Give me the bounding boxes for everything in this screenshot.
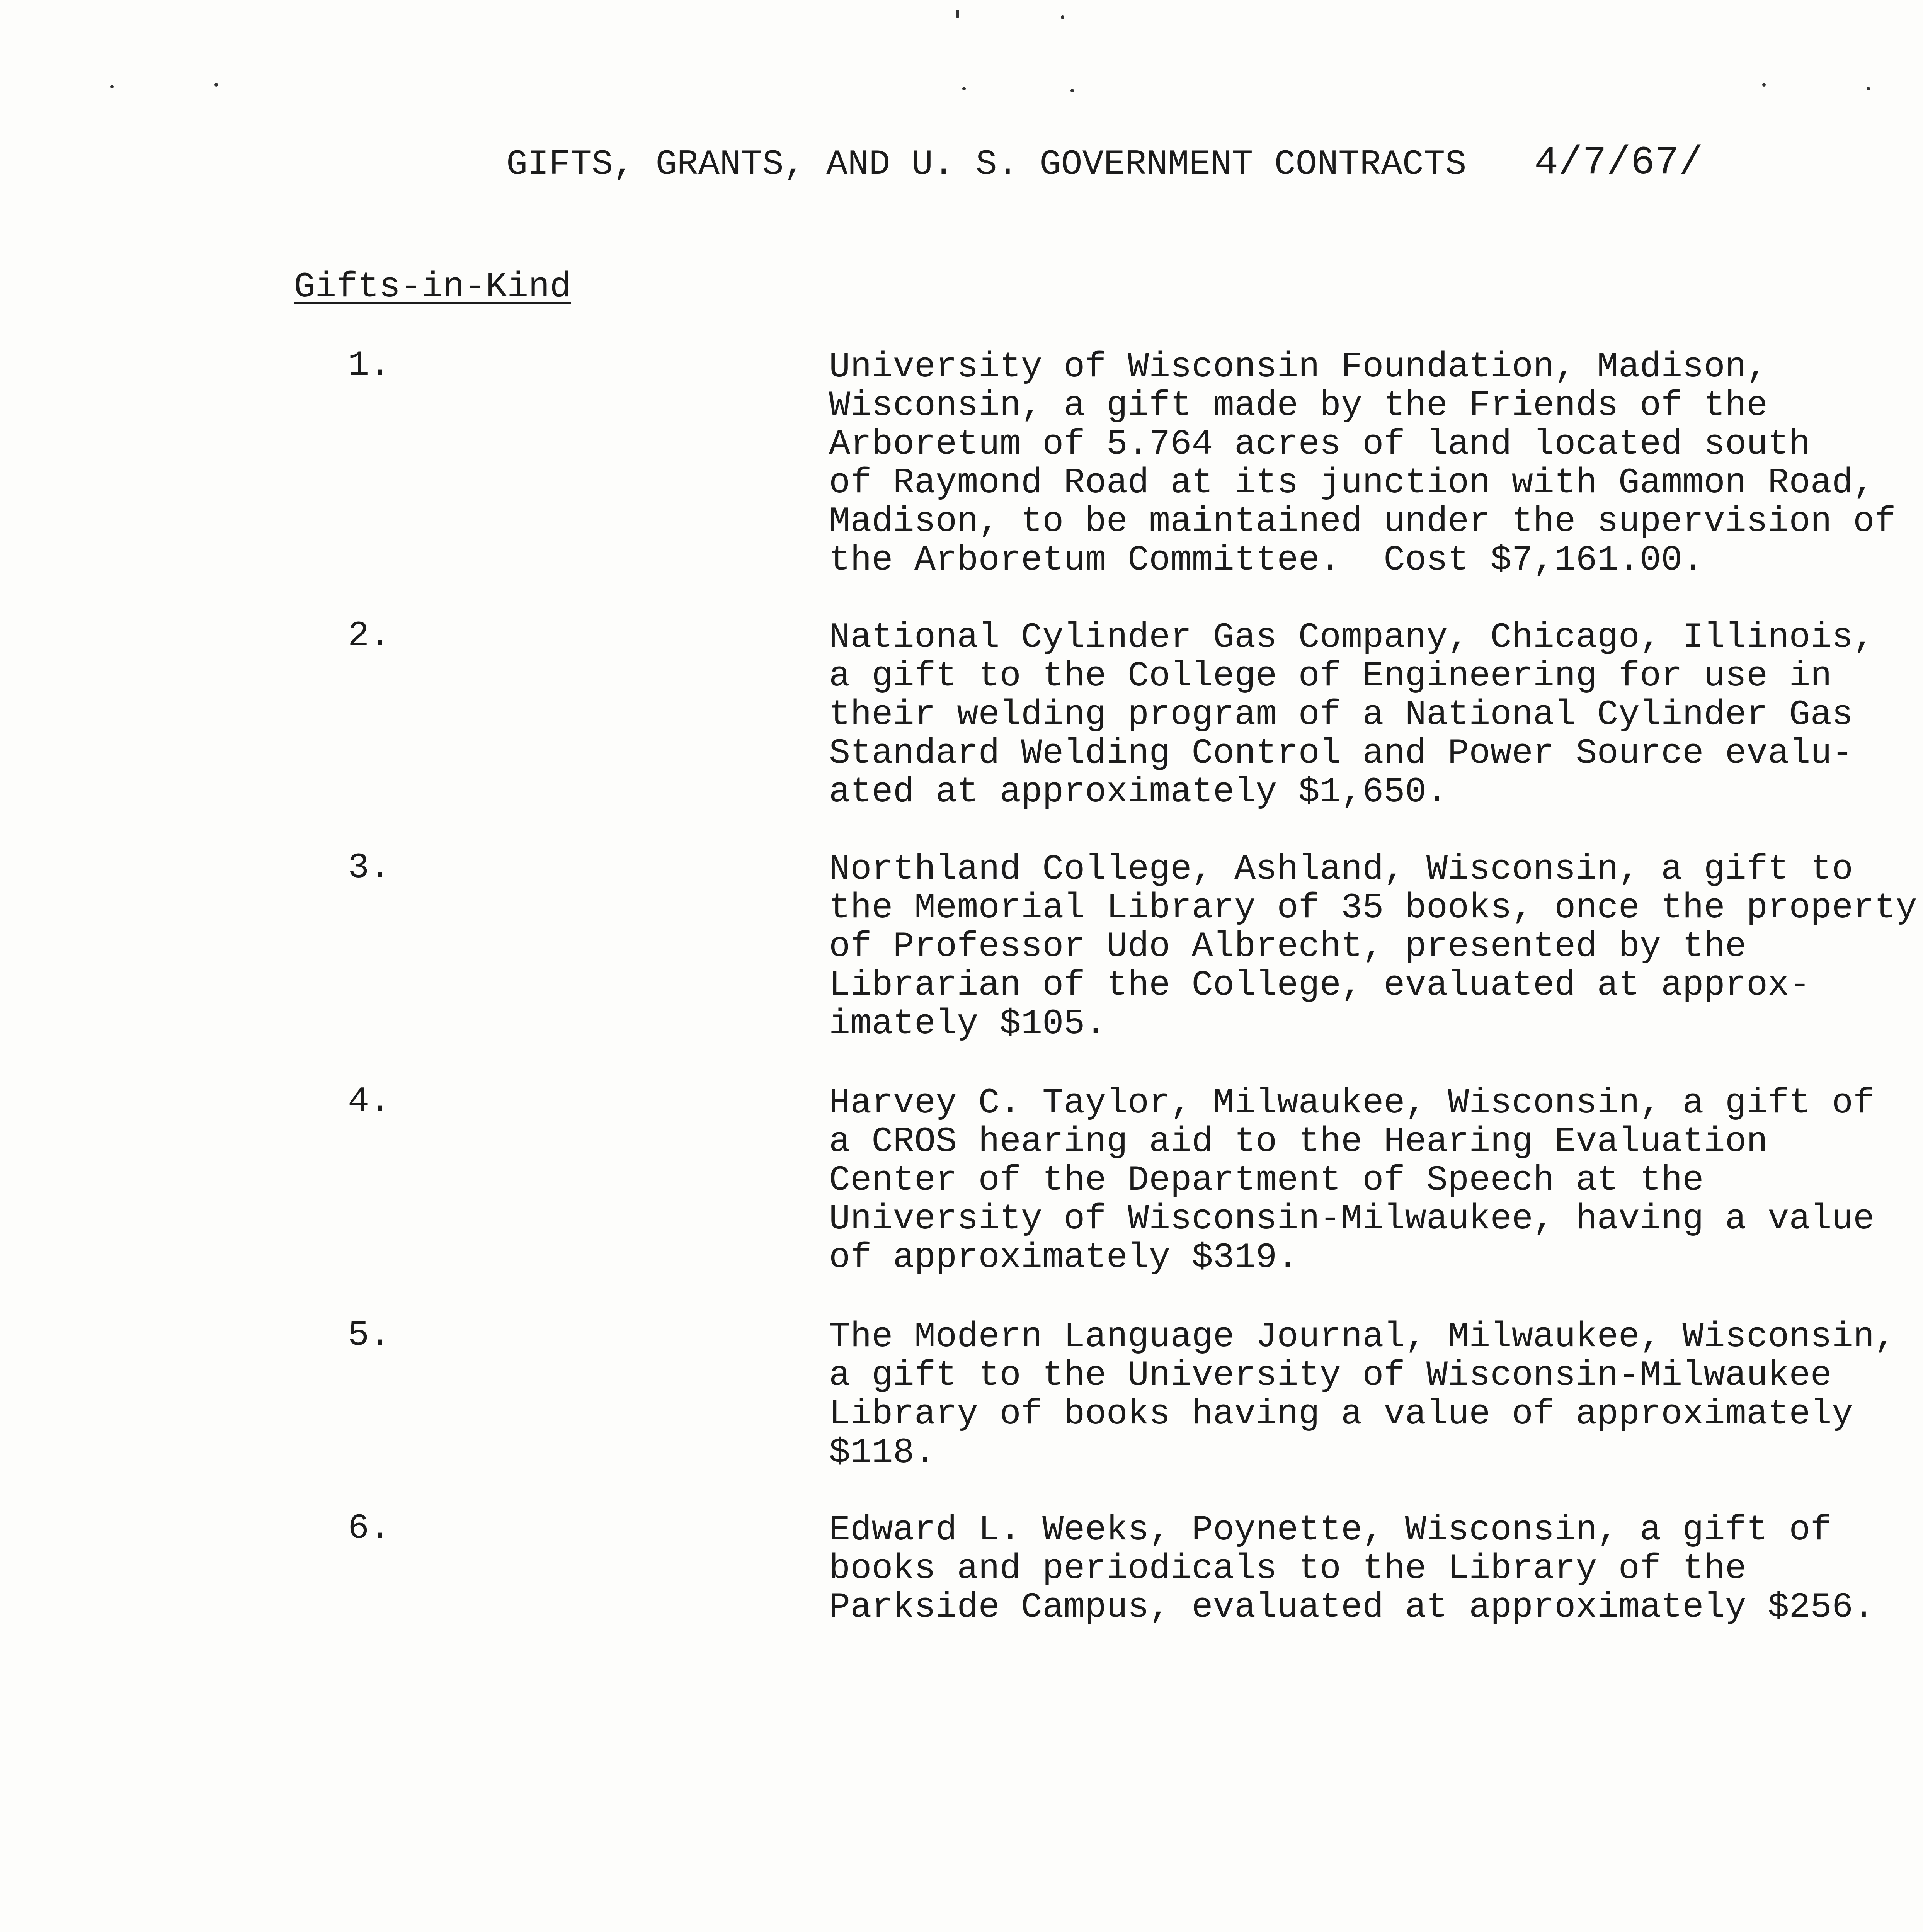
item-number: 2. [348,616,391,656]
scan-speck [1070,89,1074,92]
item-number: 6. [348,1508,391,1549]
item-description: The Modern Language Journal, Milwaukee, Wisconsin, a gift to the University of Wisconsin-Milwaukee Library of books having a value of approximately $118. [829,1316,1896,1473]
item-number: 4. [348,1081,391,1122]
item-description: National Cylinder Gas Company, Chicago, Illinois, a gift to the College of Engineering for use in their welding program of a National Cylinder Gas Standard Welding Control and Power Source evalu- ated at approximately $1,650. [829,617,1875,812]
document-date: 4/7/67/ [1534,140,1703,186]
scan-speck [214,83,218,87]
item-number: 1. [348,345,391,386]
document-title: GIFTS, GRANTS, AND U. S. GOVERNMENT CONTRACTS [506,144,1467,185]
scan-speck [962,87,966,90]
scan-speck [956,10,959,18]
scan-speck [1762,83,1766,87]
item-description: Edward L. Weeks, Poynette, Wisconsin, a gift of books and periodicals to the Library of the Parkside Campus, evaluated at approximately $256. [829,1510,1875,1628]
item-number: 5. [348,1315,391,1355]
item-description: Harvey C. Taylor, Milwaukee, Wisconsin, a gift of a CROS hearing aid to the Hearing Evaluation Center of the Department of Speech at the University of Wisconsin-Milwaukee, having a value of approximately $319. [829,1083,1875,1278]
scan-speck [1867,87,1870,90]
item-description: University of Wisconsin Foundation, Madison, Wisconsin, a gift made by the Friends of the Arboretum of 5.764 acres of land located south of Raymond Road at its junction with Gammon Road, Madison, to be maintained under the supervision of the Arboretum Committee. Cost $7,161.00. [829,347,1896,580]
section-heading: Gifts-in-Kind [294,267,571,307]
scan-speck [110,85,114,88]
scan-speck [1061,15,1064,19]
item-number: 3. [348,847,391,888]
item-description: Northland College, Ashland, Wisconsin, a gift to the Memorial Library of 35 books, once the property of Professor Udo Albrecht, presented by the Librarian of the College, evaluated at approx- imately $105. [829,849,1917,1044]
